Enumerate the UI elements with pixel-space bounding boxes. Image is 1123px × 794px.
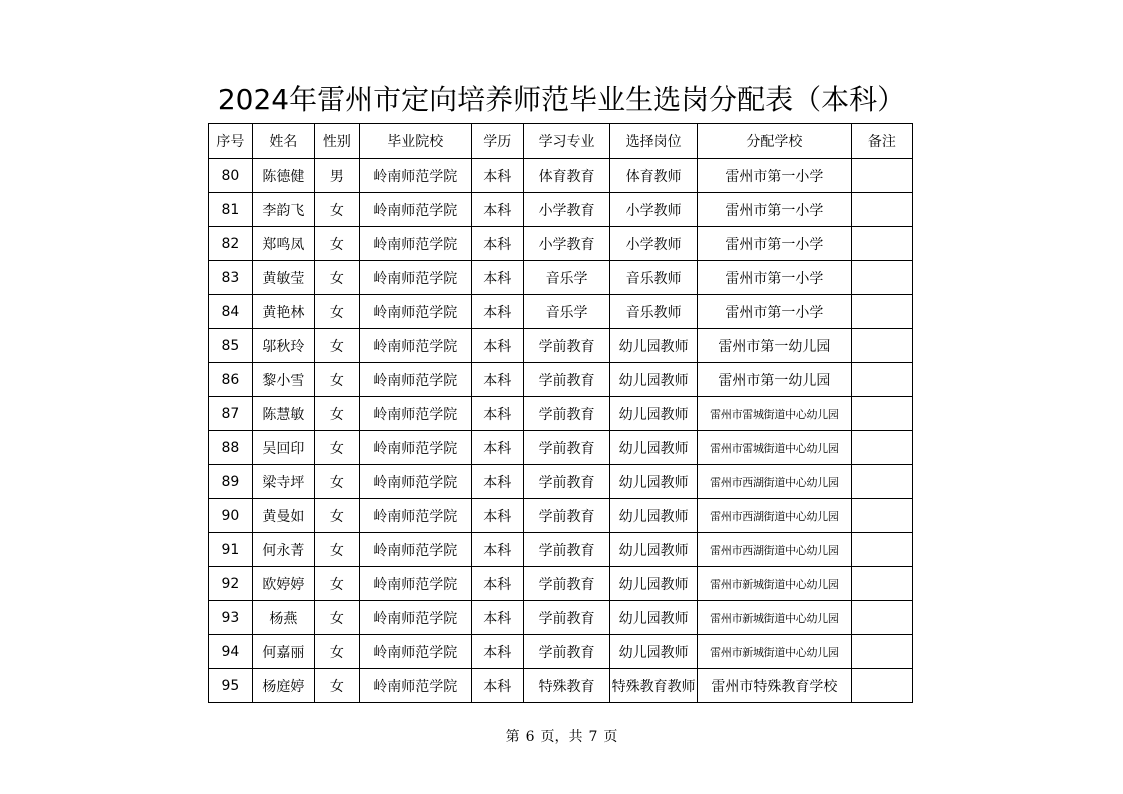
table-body <box>209 159 913 703</box>
cell-name: 杨庭婷 <box>252 669 314 703</box>
cell-gender: 女 <box>314 363 359 397</box>
table-row <box>209 635 913 669</box>
cell-major: 音乐学 <box>523 261 610 295</box>
allocation-table <box>208 123 913 703</box>
cell-major: 学前教育 <box>523 329 610 363</box>
cell-assigned: 雷州市新城街道中心幼儿园 <box>697 635 851 669</box>
cell-post: 幼儿园教师 <box>610 601 698 635</box>
cell-degree: 本科 <box>471 295 523 329</box>
cell-note <box>851 669 912 703</box>
cell-name: 何永菁 <box>252 533 314 567</box>
cell-assigned: 雷州市西湖街道中心幼儿园 <box>697 465 851 499</box>
cell-post: 幼儿园教师 <box>610 465 698 499</box>
cell-assigned: 雷州市雷城街道中心幼儿园 <box>697 397 851 431</box>
cell-major: 学前教育 <box>523 567 610 601</box>
cell-name: 梁寺坪 <box>252 465 314 499</box>
cell-name: 黎小雪 <box>252 363 314 397</box>
cell-degree: 本科 <box>471 635 523 669</box>
cell-post: 音乐教师 <box>610 261 698 295</box>
cell-major: 小学教育 <box>523 227 610 261</box>
cell-school: 岭南师范学院 <box>359 295 471 329</box>
cell-note <box>851 159 912 193</box>
table-row <box>209 533 913 567</box>
cell-gender: 女 <box>314 669 359 703</box>
cell-assigned: 雷州市第一小学 <box>697 227 851 261</box>
cell-degree: 本科 <box>471 567 523 601</box>
cell-school: 岭南师范学院 <box>359 669 471 703</box>
footer-page-number: 6 <box>525 729 535 745</box>
cell-degree: 本科 <box>471 193 523 227</box>
cell-assigned: 雷州市西湖街道中心幼儿园 <box>697 499 851 533</box>
cell-school: 岭南师范学院 <box>359 533 471 567</box>
cell-name: 李韵飞 <box>252 193 314 227</box>
cell-name: 陈慧敏 <box>252 397 314 431</box>
cell-major: 学前教育 <box>523 533 610 567</box>
table-row <box>209 465 913 499</box>
cell-gender: 女 <box>314 261 359 295</box>
cell-no: 94 <box>209 635 253 669</box>
cell-note <box>851 533 912 567</box>
cell-school: 岭南师范学院 <box>359 567 471 601</box>
table-row <box>209 329 913 363</box>
cell-post: 幼儿园教师 <box>610 363 698 397</box>
cell-note <box>851 499 912 533</box>
cell-gender: 男 <box>314 159 359 193</box>
cell-post: 幼儿园教师 <box>610 635 698 669</box>
cell-degree: 本科 <box>471 465 523 499</box>
cell-school: 岭南师范学院 <box>359 601 471 635</box>
cell-assigned: 雷州市第一幼儿园 <box>697 363 851 397</box>
cell-degree: 本科 <box>471 669 523 703</box>
cell-name: 郑鸣凤 <box>252 227 314 261</box>
table-row <box>209 397 913 431</box>
cell-note <box>851 567 912 601</box>
cell-post: 体育教师 <box>610 159 698 193</box>
document-title: 2024年雷州市定向培养师范毕业生选岗分配表（本科） <box>217 83 906 116</box>
cell-school: 岭南师范学院 <box>359 363 471 397</box>
page-footer <box>0 727 1123 747</box>
cell-major: 小学教育 <box>523 193 610 227</box>
column-header-degree: 学历 <box>471 124 523 159</box>
cell-name: 黄艳林 <box>252 295 314 329</box>
footer-prefix: 第 <box>505 729 520 745</box>
column-header-gender: 性别 <box>314 124 359 159</box>
cell-school: 岭南师范学院 <box>359 397 471 431</box>
cell-gender: 女 <box>314 397 359 431</box>
cell-degree: 本科 <box>471 227 523 261</box>
column-header-post: 选择岗位 <box>610 124 698 159</box>
cell-assigned: 雷州市第一小学 <box>697 261 851 295</box>
cell-gender: 女 <box>314 431 359 465</box>
cell-gender: 女 <box>314 295 359 329</box>
cell-note <box>851 227 912 261</box>
column-header-name: 姓名 <box>252 124 314 159</box>
cell-post: 幼儿园教师 <box>610 397 698 431</box>
cell-no: 83 <box>209 261 253 295</box>
table-row <box>209 295 913 329</box>
table-row <box>209 363 913 397</box>
table-row <box>209 431 913 465</box>
column-header-assigned-school: 分配学校 <box>697 124 851 159</box>
cell-school: 岭南师范学院 <box>359 499 471 533</box>
cell-no: 91 <box>209 533 253 567</box>
cell-no: 84 <box>209 295 253 329</box>
cell-no: 82 <box>209 227 253 261</box>
cell-post: 幼儿园教师 <box>610 329 698 363</box>
table-row <box>209 227 913 261</box>
cell-degree: 本科 <box>471 329 523 363</box>
cell-school: 岭南师范学院 <box>359 431 471 465</box>
cell-school: 岭南师范学院 <box>359 635 471 669</box>
cell-note <box>851 635 912 669</box>
cell-gender: 女 <box>314 567 359 601</box>
cell-gender: 女 <box>314 499 359 533</box>
cell-assigned: 雷州市第一小学 <box>697 295 851 329</box>
cell-no: 81 <box>209 193 253 227</box>
footer-middle: 页，共 <box>540 729 583 745</box>
cell-note <box>851 601 912 635</box>
cell-no: 85 <box>209 329 253 363</box>
cell-degree: 本科 <box>471 533 523 567</box>
cell-major: 学前教育 <box>523 465 610 499</box>
cell-post: 幼儿园教师 <box>610 499 698 533</box>
cell-major: 学前教育 <box>523 363 610 397</box>
cell-note <box>851 431 912 465</box>
cell-major: 学前教育 <box>523 431 610 465</box>
cell-major: 学前教育 <box>523 499 610 533</box>
cell-gender: 女 <box>314 329 359 363</box>
cell-post: 音乐教师 <box>610 295 698 329</box>
cell-gender: 女 <box>314 465 359 499</box>
cell-school: 岭南师范学院 <box>359 159 471 193</box>
cell-note <box>851 363 912 397</box>
table-header-row <box>209 124 913 159</box>
cell-assigned: 雷州市新城街道中心幼儿园 <box>697 567 851 601</box>
cell-gender: 女 <box>314 533 359 567</box>
cell-school: 岭南师范学院 <box>359 329 471 363</box>
cell-name: 邬秋玲 <box>252 329 314 363</box>
cell-assigned: 雷州市雷城街道中心幼儿园 <box>697 431 851 465</box>
cell-assigned: 雷州市第一小学 <box>697 159 851 193</box>
cell-assigned: 雷州市新城街道中心幼儿园 <box>697 601 851 635</box>
column-header-major: 学习专业 <box>523 124 610 159</box>
cell-post: 幼儿园教师 <box>610 567 698 601</box>
cell-name: 吴回印 <box>252 431 314 465</box>
cell-no: 86 <box>209 363 253 397</box>
cell-name: 黄敏莹 <box>252 261 314 295</box>
cell-major: 学前教育 <box>523 601 610 635</box>
cell-no: 88 <box>209 431 253 465</box>
cell-post: 小学教师 <box>610 227 698 261</box>
cell-school: 岭南师范学院 <box>359 465 471 499</box>
cell-note <box>851 329 912 363</box>
table-row <box>209 499 913 533</box>
cell-post: 幼儿园教师 <box>610 431 698 465</box>
column-header-note: 备注 <box>851 124 912 159</box>
footer-total-pages: 7 <box>588 729 598 745</box>
cell-degree: 本科 <box>471 261 523 295</box>
cell-post: 特殊教育教师 <box>610 669 698 703</box>
cell-assigned: 雷州市西湖街道中心幼儿园 <box>697 533 851 567</box>
cell-gender: 女 <box>314 601 359 635</box>
cell-degree: 本科 <box>471 499 523 533</box>
cell-school: 岭南师范学院 <box>359 227 471 261</box>
table-row <box>209 567 913 601</box>
cell-name: 何嘉丽 <box>252 635 314 669</box>
cell-name: 陈德健 <box>252 159 314 193</box>
cell-degree: 本科 <box>471 431 523 465</box>
column-header-no: 序号 <box>209 124 253 159</box>
cell-degree: 本科 <box>471 159 523 193</box>
table-row <box>209 669 913 703</box>
cell-post: 小学教师 <box>610 193 698 227</box>
table-row <box>209 193 913 227</box>
cell-degree: 本科 <box>471 397 523 431</box>
cell-no: 92 <box>209 567 253 601</box>
table-row <box>209 601 913 635</box>
cell-no: 80 <box>209 159 253 193</box>
table-row <box>209 159 913 193</box>
cell-no: 89 <box>209 465 253 499</box>
cell-note <box>851 465 912 499</box>
cell-gender: 女 <box>314 193 359 227</box>
cell-degree: 本科 <box>471 363 523 397</box>
cell-major: 体育教育 <box>523 159 610 193</box>
cell-name: 欧婷婷 <box>252 567 314 601</box>
cell-assigned: 雷州市特殊教育学校 <box>697 669 851 703</box>
column-header-school: 毕业院校 <box>359 124 471 159</box>
cell-assigned: 雷州市第一幼儿园 <box>697 329 851 363</box>
cell-school: 岭南师范学院 <box>359 261 471 295</box>
cell-major: 音乐学 <box>523 295 610 329</box>
cell-gender: 女 <box>314 635 359 669</box>
cell-note <box>851 397 912 431</box>
cell-degree: 本科 <box>471 601 523 635</box>
cell-no: 95 <box>209 669 253 703</box>
cell-no: 90 <box>209 499 253 533</box>
footer-suffix: 页 <box>603 729 618 745</box>
cell-no: 93 <box>209 601 253 635</box>
cell-assigned: 雷州市第一小学 <box>697 193 851 227</box>
cell-name: 杨燕 <box>252 601 314 635</box>
cell-major: 学前教育 <box>523 397 610 431</box>
cell-note <box>851 193 912 227</box>
cell-note <box>851 261 912 295</box>
cell-gender: 女 <box>314 227 359 261</box>
cell-post: 幼儿园教师 <box>610 533 698 567</box>
cell-major: 特殊教育 <box>523 669 610 703</box>
cell-school: 岭南师范学院 <box>359 193 471 227</box>
cell-note <box>851 295 912 329</box>
table-row <box>209 261 913 295</box>
cell-name: 黄曼如 <box>252 499 314 533</box>
cell-no: 87 <box>209 397 253 431</box>
cell-major: 学前教育 <box>523 635 610 669</box>
